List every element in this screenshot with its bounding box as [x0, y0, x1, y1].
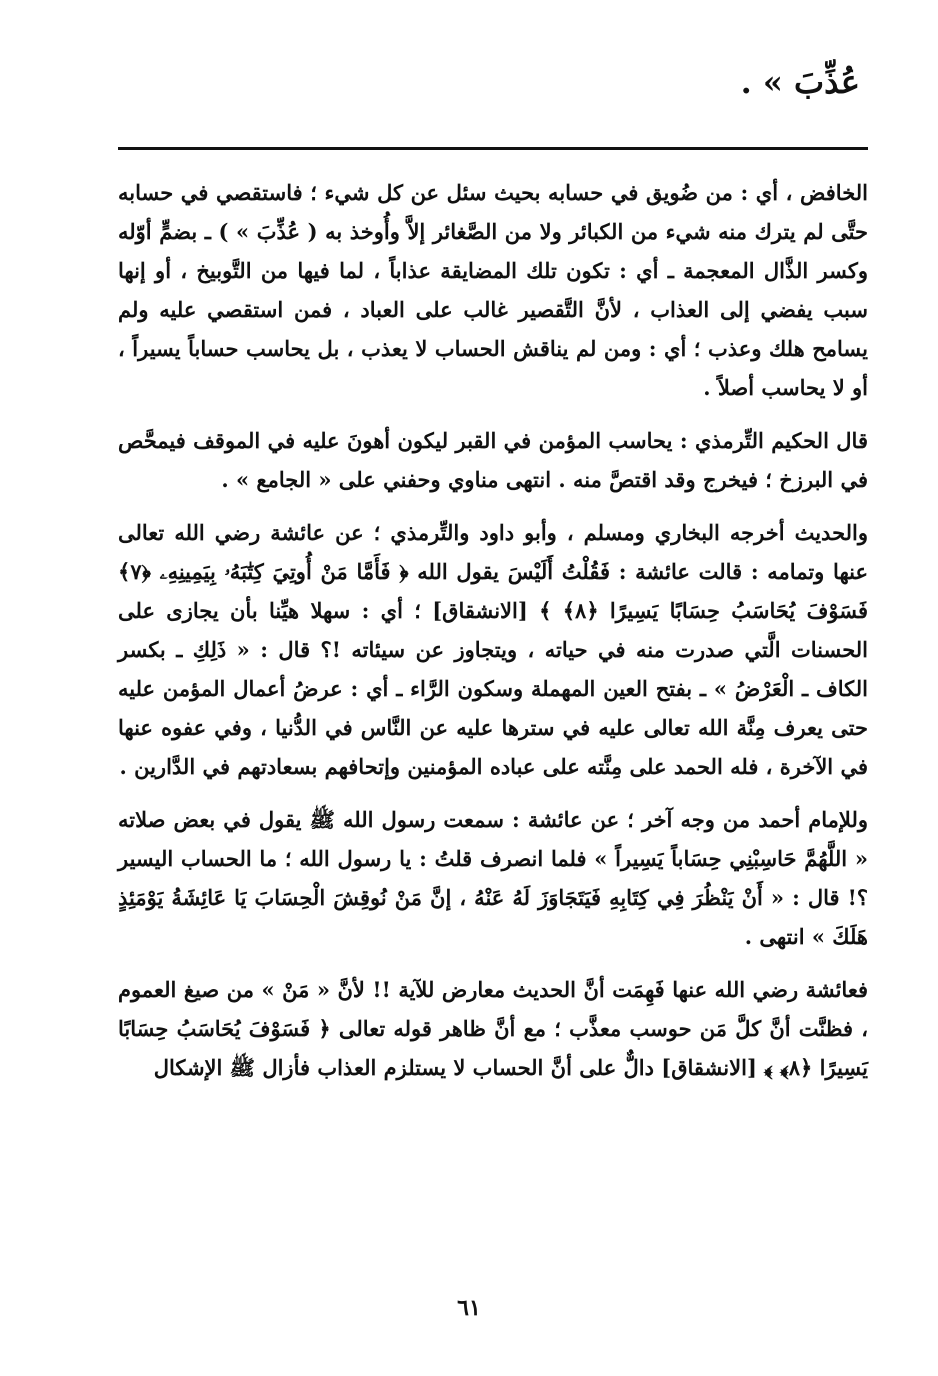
paragraph-1: الخافض ، أي : من ضُويق في حسابه بحيث سئل عن كل شيء ؛ فاستقصي في حسابه حتَّى لم يترك منه شيء من الكبائر ولا من الصَّغائر إلاَّ وأُوخذ به ( عُذِّبَ » ) ـ بضمٍّ أوّله وكسر الذَّال المعجمة ـ أي : تكون تلك المضايقة عذاباً ، لما فيها من التَّوبيخ ، أو إنها سبب يفضي إلى العذاب ، لأنَّ التَّقصير غالب على العباد ، فمن استقصي عليه ولم يسامح هلك وعذب ؛ أي : ومن لم يناقش الحساب لا يعذب ، بل يحاسب حساباً يسيراً ، أو لا يحاسب أصلاً .	[118, 180, 868, 400]
header-divider	[118, 147, 868, 150]
paragraph-4: وللإمام أحمد من وجه آخر ؛ عن عائشة : سمعت رسول الله ﷺ يقول في بعض صلاته « اللَّهُمَّ حَاسِبْنِي حِسَاباً يَسِيراً » فلما انصرف قلتُ : يا رسول الله ؛ ما الحساب اليسير ؟! قال : « أَنْ يَنْظُرَ فِي كِتَابِهِ فَيَتَجَاوَزَ لَهُ عَنْهُ ، إنَّ مَنْ نُوقِشَ الْحِسَابَ يَا عَائِشَةُ يَوْمَئِذٍ هَلَكَ » انتهى .	[118, 807, 868, 949]
paragraph-5: فعائشة رضي الله عنها فَهِمَت أنَّ الحديث معارض للآية !! لأنَّ « مَنْ » من صيغ العموم ، فظنَّت أنَّ كلَّ مَن حوسب معذَّب ؛ مع أنَّ ظاهر قوله تعالى ﴿ فَسَوْفَ يُحَاسَبُ حِسَابًا يَسِيرًا ﴿٨﴾ ﴾ [الانشقاق] دالٌّ على أنَّ الحساب لا يستلزم العذاب فأزال ﷺ الإشكال	[118, 977, 868, 1080]
page-number: ٦١	[457, 1295, 481, 1321]
body-text	[118, 173, 868, 1101]
paragraph-3: والحديث أخرجه البخاري ومسلم ، وأبو داود والتِّرمذي ؛ عن عائشة رضي الله تعالى عنها وتمامه : قالت عائشة : فَقُلْتُ أَلَيْسَ يقول الله ﴿ فَأَمَّا مَنْ أُوتِيَ كِتَٰبَهُۥ بِيَمِينِهِۦ ﴿٧﴾ فَسَوْفَ يُحَاسَبُ حِسَابًا يَسِيرًا ﴿٨﴾ ﴾ [الانشقاق] ؛ أي : سهلا هيِّنا بأن يجازى على الحسنات الَّتي صدرت منه في حياته ، ويتجاوز عن سيئاته !؟ قال : « ذَلِكِ ـ بكسر الكاف ـ الْعَرْضُ » ـ بفتح العين المهملة وسكون الرَّاء ـ أي : عرضُ أعمال المؤمن عليه حتى يعرف مِنَّة الله تعالى عليه في سترها عليه عن النَّاس في الدُّنيا ، وفي عفوه عنها في الآخرة ، فله الحمد على مِنَّته على عباده المؤمنين وإتحافهم بسعادتهم في الدَّارين .	[118, 520, 868, 779]
header-continuation: عُذِّبَ » .	[740, 63, 860, 101]
paragraph-2: قال الحكيم التِّرمذي : يحاسب المؤمن في القبر ليكون أهونَ عليه في الموقف فيمحَّص في البرزخ ؛ فيخرج وقد اقتصَّ منه . انتهى مناوي وحفني على « الجامع » .	[118, 428, 868, 492]
